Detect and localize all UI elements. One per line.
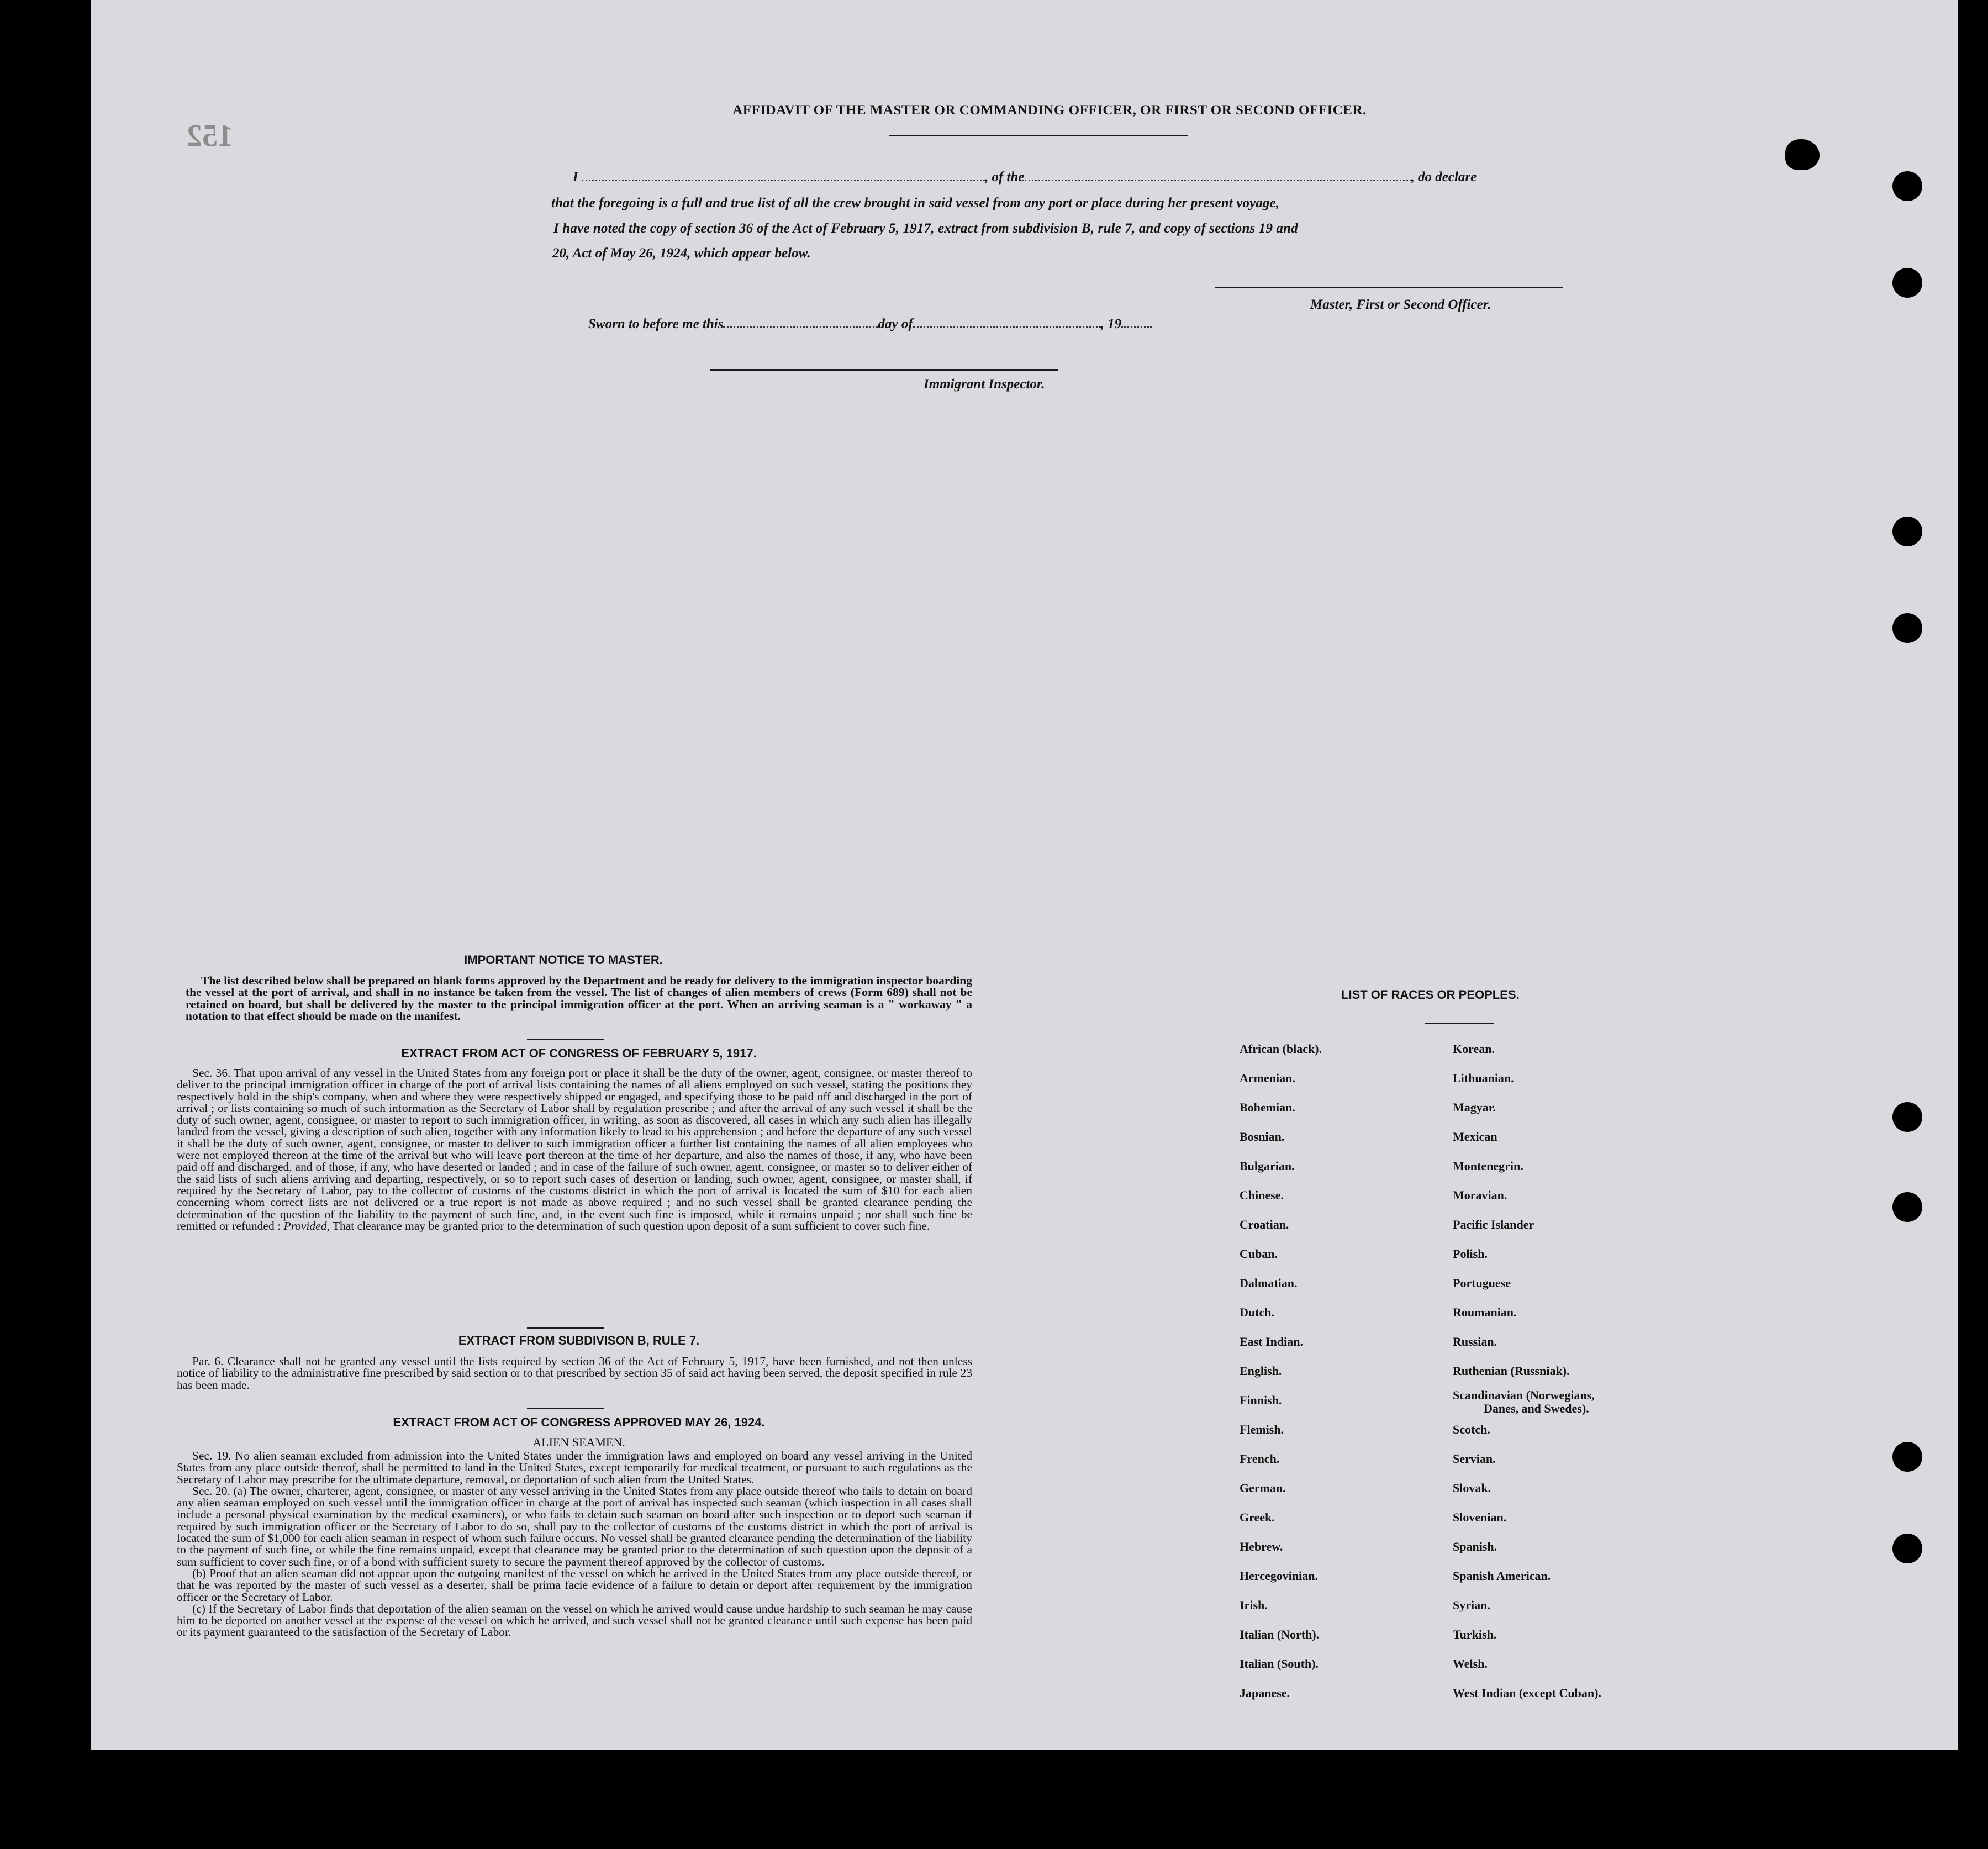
race-item: Mexican — [1453, 1130, 1497, 1144]
vessel-name-field[interactable] — [1025, 180, 1411, 181]
sec20b-text: (b) Proof that an alien seaman did not appear upon the outgoing manifest of the vessel on which he arrived in the United States from any place outside thereof, or that he was reported by the master of such vessel as a deserter, shall be prima facie evidence of a failure to detain or deport after requirement by the immigration officer or the Secretary of Labor. — [177, 1566, 972, 1604]
race-item-continuation: Danes, and Swedes). — [1484, 1402, 1589, 1415]
race-item: Portuguese — [1453, 1276, 1511, 1290]
race-item: English. — [1240, 1364, 1282, 1378]
sworn-day-field[interactable] — [723, 326, 878, 328]
race-item: Magyar. — [1453, 1100, 1496, 1114]
race-item: West Indian (except Cuban). — [1453, 1686, 1601, 1700]
affidavit-title: AFFIDAVIT OF THE MASTER OR COMMANDING OFFICER, OR FIRST OR SECOND OFFICER. — [732, 103, 1367, 118]
extract3-text — [177, 1450, 972, 1639]
inspector-signature-line[interactable] — [710, 369, 1058, 371]
race-item: Bulgarian. — [1240, 1159, 1295, 1173]
sec20c-text: (c) If the Secretary of Labor finds that deportation of the alien seaman on the vessel on which he arrived would cause undue hardship to such seaman he may cause him to be deported on another vessel at the expense of the vessel on which he arrived, and such vessel shall not be granted clearance until such expense has been paid or its payment guaranteed to the satisfaction of the Secretary of Labor. — [177, 1602, 972, 1639]
declare-text: , do declare — [1411, 170, 1477, 185]
affidavit-line2: that the foregoing is a full and true list of all the crew brought in said vessel from any port or place during her present voyage, — [551, 196, 1280, 210]
sec19-text: Sec. 19. No alien seaman excluded from admission into the United States under the immigration laws and employed on board any vessel arriving in the United States from any place outside thereof, shall be permitted to land in the United States, except temporarily for medical treatment, or pursuant to such regulations as the Secretary of Labor may prescribe for the ultimate departure, removal, or deportation of such alien from the United States. — [177, 1449, 972, 1486]
race-item: East Indian. — [1240, 1335, 1303, 1348]
race-item: Dutch. — [1240, 1305, 1274, 1319]
race-item: Croatian. — [1240, 1218, 1289, 1231]
divider — [527, 1408, 604, 1409]
day-of-text: day of — [878, 317, 913, 331]
provided-word: Provided, — [283, 1219, 330, 1232]
race-item: Scandinavian (Norwegians, — [1453, 1388, 1595, 1402]
master-signature-label: Master, First or Second Officer. — [1310, 297, 1491, 312]
race-item: Cuban. — [1240, 1247, 1278, 1261]
race-item: Bosnian. — [1240, 1130, 1285, 1144]
race-item: Spanish American. — [1453, 1569, 1551, 1583]
affidavit-line1 — [573, 170, 1567, 185]
declarant-prefix: I — [573, 170, 578, 185]
race-item: Italian (North). — [1240, 1627, 1320, 1641]
races-underline — [1425, 1023, 1494, 1024]
race-item: Pacific Islander — [1453, 1218, 1534, 1231]
affidavit-line3: I have noted the copy of section 36 of the Act of February 5, 1917, extract from subdivision B, rule 7, and copy of sections 19 and — [553, 221, 1298, 236]
divider — [527, 1039, 604, 1040]
punch-hole — [1892, 1534, 1922, 1563]
race-item: Japanese. — [1240, 1686, 1290, 1700]
race-item: Spanish. — [1453, 1540, 1497, 1553]
race-item: Flemish. — [1240, 1423, 1284, 1436]
race-item: German. — [1240, 1481, 1286, 1495]
sworn-text: Sworn to before me this — [588, 317, 724, 331]
race-item: Hercegovinian. — [1240, 1569, 1318, 1583]
race-item: Moravian. — [1453, 1188, 1507, 1202]
sworn-month-field[interactable] — [913, 326, 1101, 328]
race-item: Irish. — [1240, 1598, 1268, 1612]
race-item: Dalmatian. — [1240, 1276, 1298, 1290]
title-underline — [889, 135, 1188, 136]
race-item: Hebrew. — [1240, 1540, 1283, 1553]
race-item: Turkish. — [1453, 1627, 1497, 1641]
affidavit-line4: 20, Act of May 26, 1924, which appear below. — [552, 246, 811, 261]
year-prefix: , 19 — [1100, 317, 1122, 331]
inspector-label: Immigrant Inspector. — [924, 377, 1045, 392]
race-item: Polish. — [1453, 1247, 1488, 1261]
punch-hole — [1892, 613, 1922, 643]
race-item: Chinese. — [1240, 1188, 1284, 1202]
punch-hole — [1892, 1102, 1922, 1132]
race-item: Ruthenian (Russniak). — [1453, 1364, 1570, 1378]
ink-blot — [1785, 139, 1820, 170]
race-item: Finnish. — [1240, 1393, 1282, 1407]
master-signature-line[interactable] — [1215, 287, 1563, 288]
race-item: Slovak. — [1453, 1481, 1491, 1495]
sworn-year-field[interactable] — [1121, 326, 1152, 328]
race-item: Scotch. — [1453, 1423, 1490, 1436]
punch-hole — [1892, 1192, 1922, 1222]
sworn-line — [588, 317, 1152, 332]
race-item: Syrian. — [1453, 1598, 1490, 1612]
notice-text: The list described below shall be prepared on blank forms approved by the Department and be ready for delivery to the immigration inspector boarding the vessel at the port of arrival, and shall in no instance be taken from the vessel. The list of changes of alien members of crews (Form 689) shall not be retained on board, but shall be delivered by the master to the principal immigration officer at the port. When an arriving seaman is a " workaway " a notation to that effect should be made on the manifest. — [186, 974, 972, 1023]
sec36-text-end: That clearance may be granted prior to the determination of such question upon deposit of a sum sufficient to cover such fine. — [332, 1219, 930, 1232]
page-number-bleed: 152 — [187, 119, 233, 153]
extract2-title: EXTRACT FROM SUBDIVISON B, RULE 7. — [458, 1334, 700, 1347]
extract1-title: EXTRACT FROM ACT OF CONGRESS OF FEBRUARY 5, 1917. — [401, 1046, 757, 1060]
extract3-subtitle: ALIEN SEAMEN. — [532, 1435, 625, 1449]
sec36-text: Sec. 36. That upon arrival of any vessel in the United States from any foreign port or place it shall be the duty of the owner, agent, consignee, or master thereof to deliver to the principal immigration officer in charge of the port of arrival lists containing the names of all aliens employed on such vessel, stating the positions they respectively hold in the ship's company, when and where they were respectively shipped or engaged, and specifying those to be paid off and discharged in the port of arrival ; or lists containing so much of such information as the Secretary of Labor shall by regulation prescribe ; and after the arrival of any such vessel it shall be the duty of such owner, agent, consignee, or master to report to such immigration officer, in writing, as soon as discovered, all cases in which any such alien has illegally landed from the vessel, giving a description of such alien, together with any information likely to lead to his apprehension ; and before the departure of any such vessel it shall be the duty of such owner, agent, consignee, or master to deliver to such immigration officer a further list containing the names of all alien employees who were not employed thereon at the time of the arrival but who will leave port thereon at the time of her departure, and also the names of those, if any, who have been paid off and discharged, and of those, if any, who have deserted or landed ; and in case of the failure of such owner, agent, consignee, or master so to deliver either of the said lists of such aliens arriving and departing, respectively, or so to report such cases of desertion or landing, such owner, agent, consignee, or master shall, if required by the Secretary of Labor, pay to the collector of customs of the customs district in which the port of arrival is located the sum of $10 for each alien concerning whom correct lists are not delivered or a true report is not made as above required ; and no such vessel shall be granted clearance pending the determination of the question of the liability to the payment of such fine, and, in the event such fine is imposed, while it remains unpaid ; nor shall such fine be remitted or refunded : — [177, 1066, 972, 1232]
race-item: Italian (South). — [1240, 1657, 1319, 1671]
declarant-name-field[interactable] — [582, 180, 985, 181]
sec20a-text: Sec. 20. (a) The owner, charterer, agent, consignee, or master of any vessel arriving in the United States from any place outside thereof who fails to detain on board any alien seaman employed on such vessel until the immigration officer in charge at the port of arrival has inspected such seaman (which inspection in all cases shall include a personal physical examination by the medical examiners), or who fails to detain such seaman on board after such inspection or to deport such seaman if required by such immigration officer or the Secretary of Labor to do so, shall pay to the collector of customs of the customs district in which the port of arrival is located the sum of $1,000 for each alien seaman in respect of whom such failure occurs. No vessel shall be granted clearance pending the determination of the liability to the payment of such fine, or while the fine remains unpaid, except that clearance may be granted prior to the determination of such question upon the deposit of a sum sufficient to cover such fine, or of a bond with sufficient surety to secure the payment thereof approved by the collector of customs. — [177, 1484, 972, 1568]
extract3-title: EXTRACT FROM ACT OF CONGRESS APPROVED MAY 26, 1924. — [393, 1415, 765, 1429]
punch-hole — [1892, 517, 1922, 546]
races-title: LIST OF RACES OR PEOPLES. — [1341, 988, 1520, 1002]
race-item: Welsh. — [1453, 1657, 1488, 1671]
divider — [527, 1327, 604, 1329]
notice-title: IMPORTANT NOTICE TO MASTER. — [464, 953, 663, 967]
declarant-of: , of the — [984, 170, 1025, 185]
race-item: Servian. — [1453, 1452, 1496, 1466]
race-item: Lithuanian. — [1453, 1071, 1514, 1085]
extract1-text — [177, 1067, 972, 1232]
race-item: Montenegrin. — [1453, 1159, 1523, 1173]
punch-hole — [1892, 268, 1922, 298]
race-item: Greek. — [1240, 1510, 1275, 1524]
race-item: Bohemian. — [1240, 1100, 1295, 1114]
race-item: African (black). — [1240, 1042, 1322, 1056]
race-item: French. — [1240, 1452, 1280, 1466]
race-item: Armenian. — [1240, 1071, 1295, 1085]
race-item: Slovenian. — [1453, 1510, 1507, 1524]
race-item: Roumanian. — [1453, 1305, 1517, 1319]
extract2-text: Par. 6. Clearance shall not be granted any vessel until the lists required by section 36 of the Act of February 5, 1917, have been furnished, and not then unless notice of liability to the administrative fine prescribed by said section or to that prescribed by section 35 of said act having been served, the deposit specified in rule 23 has been made. — [177, 1355, 972, 1392]
punch-hole — [1892, 1442, 1922, 1472]
race-item: Russian. — [1453, 1335, 1497, 1348]
punch-hole — [1892, 171, 1922, 201]
race-item: Korean. — [1453, 1042, 1495, 1056]
